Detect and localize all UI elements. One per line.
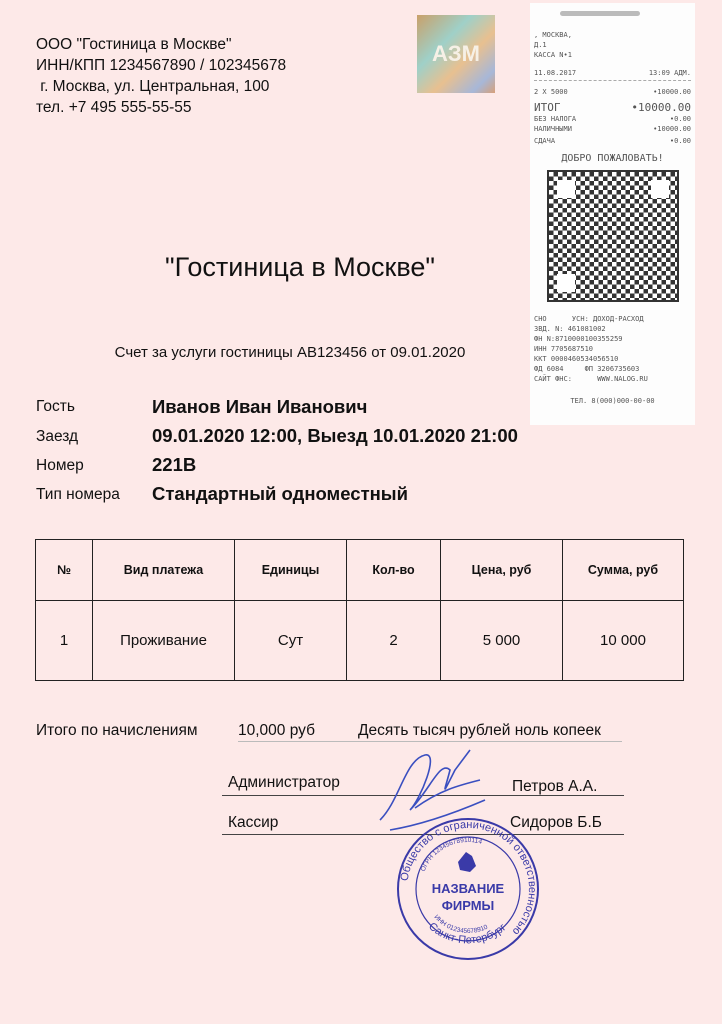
total-label: Итого по начислениям	[36, 722, 198, 739]
receipt-tax: •0.00	[669, 115, 691, 123]
cash-receipt	[530, 3, 695, 425]
guest-value: Иванов Иван Иванович	[152, 396, 368, 417]
receipt-tel: ТЕЛ. 8(000)000-00-00	[570, 397, 655, 405]
table-row	[36, 601, 684, 681]
receipt-fn: ФН N:8710000100355259	[534, 335, 623, 343]
room-value: 221В	[152, 454, 197, 475]
admin-role: Администратор	[228, 774, 340, 791]
cell-payment-type: Проживание	[93, 601, 235, 681]
receipt-total-label: ИТОГ	[534, 101, 561, 114]
receipt-sno: СНО УСН: ДОХОД-РАСХОД	[534, 315, 644, 323]
receipt-item: 2 X 5000	[534, 88, 568, 96]
company-stamp	[396, 817, 540, 961]
table-header-row	[36, 540, 684, 601]
receipt-time: 13:09 АДМ.	[648, 69, 691, 77]
receipt-kkt: ККТ 0000460534056510	[534, 355, 619, 363]
room-type-label: Тип номера	[36, 486, 120, 503]
stamp-ring-text: Общество с ограниченной ответственностью	[398, 818, 539, 938]
cashier-role: Кассир	[228, 814, 279, 831]
admin-name: Петров А.А.	[512, 778, 598, 795]
receipt-change-label: СДАЧА	[534, 137, 556, 145]
cell-units: Сут	[235, 601, 347, 681]
room-label: Номер	[36, 457, 84, 474]
receipt-total: •10000.00	[631, 101, 691, 114]
total-amount: 10,000 руб	[238, 722, 315, 739]
col-number: №	[36, 540, 93, 601]
receipt-site: САЙТ ФНС: WWW.NALOG.RU	[534, 375, 648, 383]
receipt-city: , МОСКВА,	[534, 31, 572, 39]
horseman-icon	[458, 852, 476, 872]
invoice-subtitle: Счет за услуги гостиницы АВ123456 от 09.01.2020	[114, 344, 466, 361]
checkin-label: Заезд	[36, 428, 79, 445]
stamp-name-1: НАЗВАНИЕ	[431, 881, 505, 896]
receipt-inn: ИНН 7705687510	[534, 345, 594, 353]
receipt-change: •0.00	[669, 137, 691, 145]
document-title: "Гостиница в Москве"	[165, 252, 435, 282]
guest-label: Гость	[36, 398, 75, 415]
cell-price: 5 000	[441, 601, 563, 681]
receipt-line2: Д.1	[534, 41, 547, 49]
payments-table	[35, 539, 684, 681]
company-address: г. Москва, ул. Центральная, 100	[36, 78, 270, 95]
cell-sum: 10 000	[563, 601, 684, 681]
col-quantity: Кол-во	[347, 540, 441, 601]
receipt-tax-label: БЕЗ НАЛОГА	[534, 115, 577, 123]
col-price: Цена, руб	[441, 540, 563, 601]
cell-number: 1	[36, 601, 93, 681]
cell-quantity: 2	[347, 601, 441, 681]
receipt-zn: ЗВД. N: 461081002	[534, 325, 606, 333]
total-words: Десять тысяч рублей ноль копеек	[358, 722, 601, 739]
receipt-kassa: КАССА N•1	[534, 51, 572, 59]
room-type-value: Стандартный одноместный	[152, 483, 408, 504]
receipt-date: 11.08.2017	[534, 69, 577, 77]
company-header	[36, 34, 286, 118]
company-inn: ИНН/КПП 1234567890 / 102345678	[36, 57, 287, 74]
hologram-sticker	[417, 15, 495, 93]
company-name: ООО "Гостиница в Москве"	[36, 36, 232, 53]
receipt-welcome: ДОБРО ПОЖАЛОВАТЬ!	[561, 153, 664, 164]
company-phone: тел. +7 495 555-55-55	[36, 99, 192, 116]
receipt-fd: ФД 6084 ФП 3206735603	[534, 365, 640, 373]
stamp-ogrn: ОГРН 12345678910114	[419, 836, 483, 873]
stamp-name-2: ФИРМЫ	[441, 898, 495, 913]
stamp-city: Санкт-Петербург	[426, 920, 509, 947]
receipt-item-sum: •10000.00	[653, 88, 691, 96]
checkin-value: 09.01.2020 12:00, Выезд 10.01.2020 21:00	[152, 425, 518, 446]
col-payment-type: Вид платежа	[93, 540, 235, 601]
receipt-cash: •10000.00	[653, 125, 691, 133]
receipt-cash-label: НАЛИЧНЫМИ	[534, 125, 572, 133]
col-sum: Сумма, руб	[563, 540, 684, 601]
hologram-text: АЗМ	[432, 41, 480, 66]
stamp-inn: ИНН 012345678910	[432, 913, 489, 936]
cashier-name: Сидоров Б.Б	[510, 814, 602, 831]
col-units: Единицы	[235, 540, 347, 601]
